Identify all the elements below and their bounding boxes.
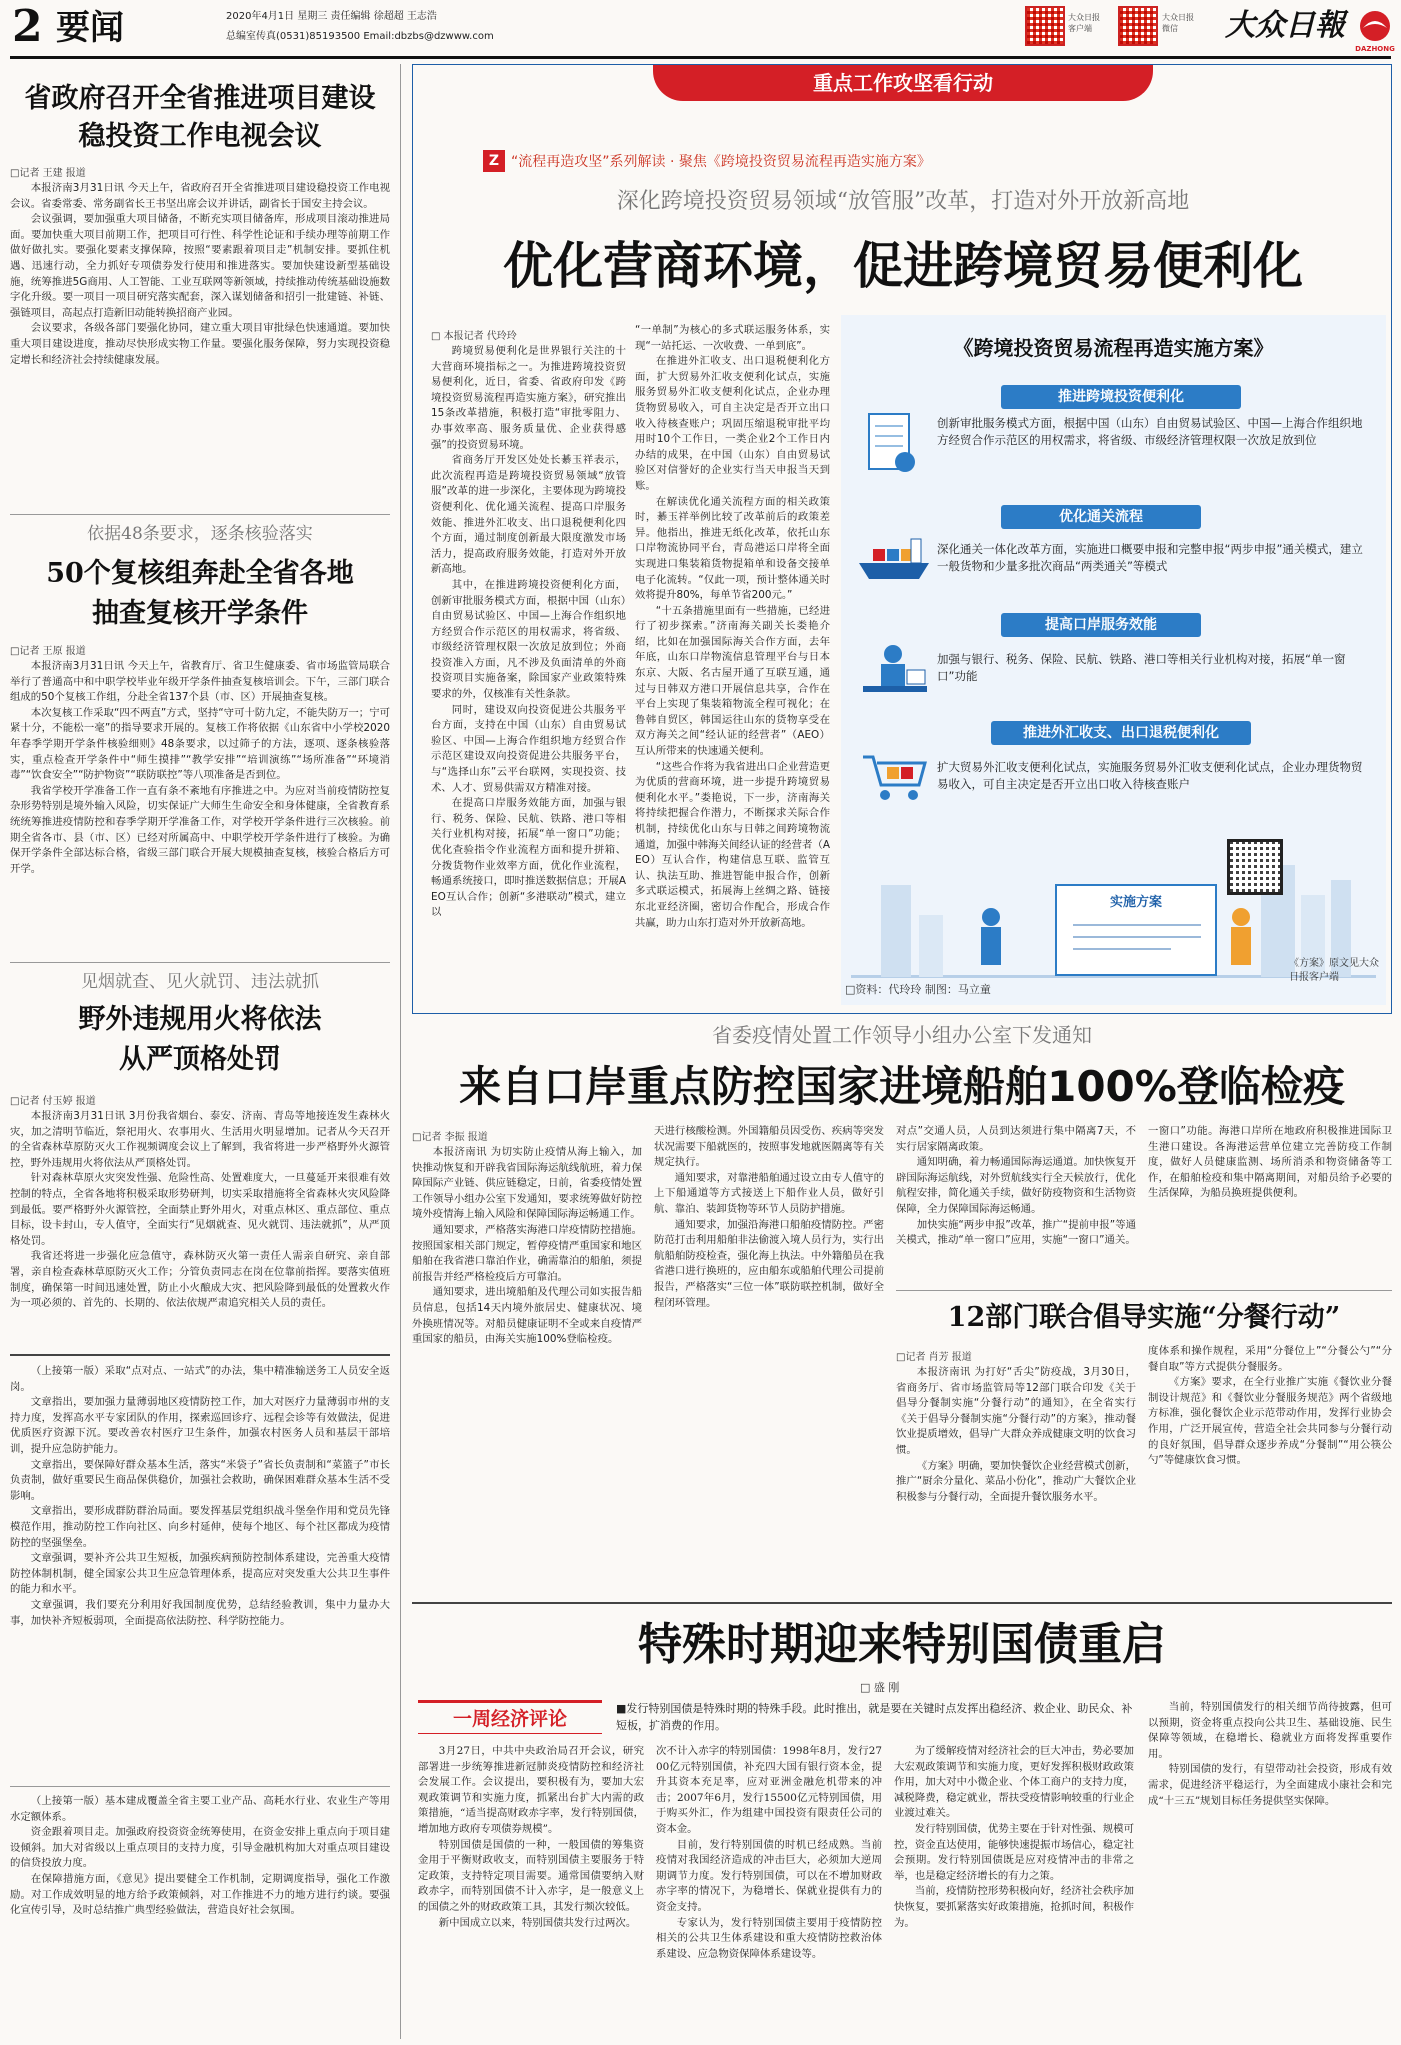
illustration-doc-label: 实施方案 [1109,895,1162,910]
a8-paragraph: 次不计入赤字的特别国债：1998年8月，发行2700亿元特别国债，补充四大国有银行资本金，提升其资本充足率，应对亚洲金融危机带来的冲击；2007年6月，发行15500亿元特别国债，用于购买外汇，作为组建中国投资有限责任公司的资本金。 [656,1745,882,1835]
a6-paragraph: 通知要求，进出境船舶及代理公司如实报告船员信息，包括14天内境外旅居史、健康状况、境外换班情况等。对船员健康证明不全或来自疫情严重国家的船员，由海关实施100%登临检疫。 [412,1286,642,1346]
a1-title-line1: 省政府召开全省推进项目建设 [24,83,376,114]
feature-paragraph: 在提高口岸服务效能方面，加强与银行、税务、保险、民航、铁路、港口等相关行业机构对接，拓展“单一窗口”功能；优化查验指令作业流程方面和提升拼箱、分拨货物作业效率方面，优化作业流程，畅通系统接口，即时推送数据信息；开展AEO互认合作；创新“多港联动”模式，建立以 [431,797,626,919]
a5-paragraph: 在保障措施方面，《意见》提出要健全工作机制，定期调度指导，强化工作激励。对工作成效明显的地方给予政策倾斜，对工作推进不力的地方进行约谈。要强化宣传引导，及时总结推广典型经验做法，营造良好社会氛围。 [10,1872,390,1917]
brand-en: DAZHONG [1355,45,1395,53]
a8-paragraph: 特别国债的发行，有望带动社会投资，形成有效需求，促进经济平稳运行，为全面建成小康社会和完成“十三五”规划目标任务提供坚实保障。 [1148,1763,1392,1807]
a8-col4 [1148,1700,1392,2034]
document-icon [861,410,921,480]
a2-title-line1: 50个复核组奔赴全省各地 [46,558,354,589]
a8-title: 特殊时期迎来特别国债重启 [638,1619,1166,1670]
a3-article [10,1088,390,1344]
a8-col2 [656,1744,882,2034]
a4-paragraph: 文章强调，我们要充分利用好我国制度优势，总结经验教训，集中力量办大事，加快补齐短板弱项，全面提高依法防控、科学防控能力。 [10,1598,390,1627]
a8-paragraph: 新中国成立以来，特别国债共发行过两次。 [438,1916,637,1929]
worker-desk-icon [857,640,933,702]
a6-paragraph: 通知要求，加强沿海港口船舶疫情防控。严密防范打击利用船舶非法偷渡入境人员行为，实行出航船舶防疫检查，强化海上执法。中外籍船员在我省港口进行换班的，应由船东或船舶代理公司提前报告，严格落实“三位一体”联防联控机制，做好全程闭环管理。 [654,1218,884,1309]
feature-text-col2 [635,323,830,995]
series-line: “流程再造攻坚”系列解读 · 聚焦《跨境投资贸易流程再造实施方案》 [511,154,931,170]
a8-paragraph: 为了缓解疫情对经济社会的巨大冲击，势必要加大宏观政策调节和实施力度，更好发挥积极财政政策作用，加大对中小微企业、个体工商户的支持力度，减税降费，稳定就业，帮扶受疫情影响较重的行业企业渡过难关。 [894,1745,1134,1820]
infobox-section-text: 加强与银行、税务、保险、民航、铁路、港口等相关行业机构对接，拓展“单一窗口”功能 [937,652,1346,683]
infobox-qr-code [1227,839,1283,895]
a8-paragraph: 3月27日，中共中央政治局召开会议，研究部署进一步统筹推进新冠肺炎疫情防控和经济社会发展工作。会议提出，要积极有为，要加大宏观政策调节和实施力度，抓紧出台扩大内需的政策措施，“适当提高财政赤字率，发行特别国债，增加地方政府专项债券规模”。 [418,1745,644,1835]
infobox [841,315,1386,1005]
infobox-section-head: 优化通关流程 [1001,505,1201,529]
a1-byline: □记者 王建 报道 [10,168,86,179]
divider [10,962,390,963]
shopping-cart-icon [857,747,933,809]
cargo-ship-icon [855,533,933,593]
a5-continuation [10,1794,390,2034]
a6-paragraph: 一窗口”功能。海港口岸所在地政府积极推进国际卫生港口建设。各海港运营单位建立完善防疫工作制度，做好人员健康监测、场所消杀和物资储备等工作，在船舶检疫和集中隔离期间，对船员给予必要的生活保障，为船员换班提供便利。 [1148,1125,1392,1200]
divider [10,1354,390,1356]
a3-title-line1: 野外违规用火将依法 [78,1004,322,1035]
a4-paragraph: （上接第一版）采取“点对点、一站式”的办法，集中精准输送务工人员安全返岗。 [10,1365,390,1393]
infobox-section-head: 推进外汇收支、出口退税便利化 [991,721,1251,745]
masthead [0,0,1401,56]
divider [896,1290,1392,1291]
infobox-section-text: 创新审批服务模式方面，根据中国（山东）自由贸易试验区、中国—上海合作组织地方经贸合作示范区的用权需求，将省级、市级经济管理权限一次放足放到位 [937,416,1363,447]
column-tag [418,1700,602,1734]
a3-paragraph: 我省还将进一步强化应急值守，森林防灭火第一责任人需亲自研究、亲自部署，亲自检查森林草原防灭火工作；分管负责同志在岗在位靠前指挥。要落实值班制度，确保第一时间迅速处置，防止小火酿成大灾、把风险降到最低的处置救火作为一项必须的、首先的、长期的、依法依规严肃追究相关人员的责任。 [10,1250,390,1310]
infobox-section-head: 提高口岸服务效能 [1001,613,1201,637]
a1-title-line2: 稳投资工作电视会议 [78,121,322,152]
a7-paragraph: 《方案》要求，在全行业推广实施《餐饮业分餐制设计规范》和《餐饮业分餐服务规范》两个省级地方标准，强化餐饮企业示范带动作用，发挥行业协会作用，广泛开展宣传，营造全社会共同参与分餐行动的良好氛围，倡导群众逐步养成“分餐制”“用公筷公勺”等健康饮食习惯。 [1148,1376,1392,1467]
a2-kicker: 依据48条要求，逐条核验落实 [87,524,313,544]
feature-paragraph: “十五条措施里面有一些措施，已经进行了初步探索。”济南海关副关长娄艳介绍，比如在加强国际海关合作方面，去年年底，山东口岸物流信息管理平台与日本东京、大阪、名古屋开通了互联互通，通过与日韩双方港口开展信息共享，合作在平台上实现了集装箱物流全程可视化；在鲁韩自贸区，韩国运往山东的货物享受在双方海关之间“经认证的经营者”（AEO）互认所带来的快速通关便利。 [635,604,830,758]
a3-title-line2: 从严顶格处罚 [119,1044,281,1075]
brand-logo: 大众日報 [1225,8,1345,43]
a7-paragraph: 度体系和操作规程，采用“分餐位上”“分餐公勺”“分餐自取”等方式提供分餐服务。 [1148,1345,1392,1373]
column-separator [400,64,401,2039]
a6-title: 来自口岸重点防控国家进境船舶100%登临检疫 [459,1062,1345,1111]
a3-kicker: 见烟就查、见火就罚、违法就抓 [81,972,319,992]
a6-col4 [1148,1124,1392,1284]
a2-title-line2: 抽查复核开学条件 [92,598,308,629]
a1-paragraph: 本报济南3月31日讯 今天上午，省政府召开全省推进项目建设稳投资工作电视会议。省委常委、常务副省长王书坚出席会议并讲话，副省长于国安主持会议。 [10,182,390,210]
infobox-section-head: 推进跨境投资便利化 [1001,385,1241,409]
divider [10,514,390,515]
feature-title: 优化营商环境，促进跨境贸易便利化 [503,236,1303,295]
a6-paragraph: 通知要求，对靠港船舶通过设立由专人值守的上下船通道等方式接送上下船作业人员，做好引航、靠泊、装卸货物等环节人员防护措施。 [654,1171,884,1215]
a6-col3 [896,1124,1136,1284]
a5-paragraph: 资金跟着项目走。加强政府投资资金统筹使用，在资金安排上重点向于项目建设倾斜。加大对省级以上重点项目的支持力度，引导金融机构加大对重点项目建设的信贷投放力度。 [10,1826,390,1870]
feature-paragraph: “一单制”为核心的多式联运服务体系，实现“一站托运、一次收费、一单到底”。 [635,324,830,352]
a5-paragraph: （上接第一版）基本建成覆盖全省主要工业产品、高耗水行业、农业生产等用水定额体系。 [10,1795,390,1823]
a2-paragraph: 本报济南3月31日讯 今天上午，省教育厅、省卫生健康委、省市场监管局联合举行了普通高中和中职学校毕业年级开学条件抽查复核培训会。下午，三部门联合组成的50个复核工作组，分赴全省137个县（市、区）开展抽查复核。 [10,660,390,704]
a1-paragraph: 会议强调，要加强重大项目储备，不断充实项目储备库，形成项目滚动推进局面。要加快重大项目前期工作，把项目可行性、科学性论证和手续办理等前期工作做好做扎实。要强化要素支撑保障，按照“要素跟着项目走”机制安排。要抓住机遇、迅速行动，全力抓好专项债券发行使用和推进落实。要加快建设新型基础设施，统筹推进5G商用、人工智能、工业互联网等新领域，持续推动传统基础设施数字化升级。要一项目一项目研究落实配套，深入谋划储备和招引一批建链、补链、强链项目，高起点打造新旧动能转换招商产业园。 [10,213,390,319]
a2-article [10,638,390,950]
series-marker-icon: Z [483,150,505,172]
qr2-caption: 大众日报 微信 [1162,13,1194,33]
a6-byline: □记者 李振 报道 [412,1132,488,1143]
a4-paragraph: 文章指出，要保障好群众基本生活，落实“米袋子”省长负责制和“菜篮子”市长负责制，做好重要民生商品保供稳价，加强社会救助，确保困难群众基本生活不受影响。 [10,1458,390,1502]
a3-paragraph: 针对森林草原火灾突发性强、危险性高、处置难度大，一旦蔓延开来很难有效控制的特点，全省各地将积极采取形势研判，切实采取措施将全省森林火灾风险降到最低。要严格野外火源管控，全面禁止野外用火，对重点林区、重点部位、重点目标，设卡封山，专人值守，全面实行“见烟就查、见火就罚、违法就抓”，从严顶格处罚。 [10,1172,390,1247]
brand-emblem-icon [1355,8,1395,48]
a8-paragraph: 当前，特别国债发行的相关细节尚待披露，但可以预期，资金将重点投向公共卫生、基础设施、民生保障等领域，在稳增长、稳就业方面将发挥重要作用。 [1148,1701,1392,1760]
contact-line: 总编室传真(0531)85193500 Email:dbzbs@dzwww.com [226,31,494,42]
a6-paragraph: 对点”交通人员，人员到达须进行集中隔离7天，不实行居家隔离政策。 [896,1125,1136,1153]
qr-code-app [1025,6,1065,46]
a4-continuation [10,1364,390,1774]
a8-byline: □ 盛 刚 [860,1681,900,1694]
infobox-section-text: 扩大贸易外汇收支便利化试点，实施服务贸易外汇收支便利化试点，企业办理货物贸易收入，可自主决定是否开立出口收入待核查账户 [937,760,1363,791]
a6-paragraph: 本报济南讯 为切实防止疫情从海上输入，加快推动恢复和开辟我省国际海运航线航班，着力保障国际产业链、供应链稳定，日前，省委疫情处置工作领导小组办公室下发通知，要求统筹做好防控境外疫情海上输入风险和保障国际海运畅通工作。 [412,1146,642,1221]
a1-article [10,160,390,490]
a4-paragraph: 文章强调，要补齐公共卫生短板，加强疾病预防控制体系建设，完善重大疫情防控体制机制，健全国家公共卫生应急管理体系，提高应对突发重大公共卫生事件的能力和水平。 [10,1552,390,1596]
a6-kicker: 省委疫情处置工作领导小组办公室下发通知 [712,1023,1092,1047]
feature-text-col1 [431,323,626,995]
a2-paragraph: 本次复核工作采取“四不两直”方式，坚持“守可十防九定，不能失防万一；宁可紧十分，不能松一毫”的指导要求开展的。复核工作将依据《山东省中小学校2020年春季学期开学条件核验细则》48条要求，以过筛子的方法，逐项、逐条核验落实，重点检查开学条件中“师生摸排”“教学安排”“培训演练”“场所准备”“环境消毒”“饮食安全”“防护物资”“联防联控”等八项准备是否到位。 [10,706,390,782]
feature-section [412,64,1392,1014]
a6-col1 [412,1124,642,1594]
a7-byline: □记者 肖芳 报道 [896,1352,972,1363]
divider [412,1602,1392,1604]
feature-paragraph: “这些合作将为我省进出口企业营造更为优质的营商环境，进一步提升跨境贸易便利化水平。”娄艳说，下一步，济南海关将持续把握合作潜力，不断探求关际合作机制，持续优化山东与日韩之间跨境物流通道，加强中韩海关间经认证的经营者（AEO）互认合作，构建信息互联、监管互认、执法互助、推进智能申报合作，创新多式联运模式，拓展海上丝绸之路、链接东北亚经济圈，密切合作配合，形成合作共赢，助力山东打造对外开放新高地。 [635,760,830,929]
a7-paragraph: 《方案》明确，要加快餐饮企业经营模式创新，推广“厨余分量化、菜品小份化”，推动广大餐饮企业积极参与分餐行动，全面提升餐饮服务水平。 [896,1459,1136,1503]
infobox-qr-caption: 《方案》原文见大众日报客户端 [1289,958,1379,983]
left-column [10,64,390,2039]
a6-paragraph: 通知要求，严格落实海港口岸疫情防控措施。按照国家相关部门规定，暂停疫情严重国家和地区船舶在我省港口靠泊作业，确需靠泊的船舶，须提前报告并经严格检疫后方可靠泊。 [412,1223,642,1283]
a8-paragraph: 当前，疫情防控形势积极向好，经济社会秩序加快恢复，要抓紧落实好政策措施，抢抓时间，积极作为。 [894,1885,1134,1929]
feature-paragraph: 跨境贸易便利化是世界银行关注的十大营商环境指标之一。为推进跨境投资贸易便利化，近日，省委、省政府印发《跨境投资贸易流程再造实施方案》，研究推出15条改革措施，积极打造“审批零阻力、办事效率高、服务质量优、企业获得感强”的投资贸易环境。 [431,345,626,451]
page-number: 2 [12,2,43,52]
a6-col2 [654,1124,884,1594]
a8-paragraph: 特别国债是国债的一种，一般国债的筹集资金用于平衡财政收支，而特别国债主要服务于特定政策，支持特定项目需要。通常国债要纳入财政赤字，而特别国债不计入赤字，是一般意义上的国债之外的财政政策工具，其发行频次较低。 [418,1838,644,1913]
feature-subtitle: 深化跨境投资贸易领域“放管服”改革，打造对外开放新高地 [616,189,1190,214]
feature-byline: □ 本报记者 代玲玲 [431,331,517,342]
column-tag-text: 一周经济评论 [452,1708,567,1730]
a6-paragraph: 通知明确，着力畅通国际海运通道。加快恢复开辟国际海运航线，对外贸航线实行全天候放行，优化航程安排，简化通关手续，做好防疫物资和生活物资保障，全力保障国际海运畅通。 [896,1156,1136,1215]
infobox-title: 《跨境投资贸易流程再造实施方案》 [953,336,1274,360]
a7-paragraph: 本报济南讯 为打好“舌尖”防疫战，3月30日，省商务厅、省市场监管局等12部门联合印发《关于倡导分餐制实施“分餐行动”的通知》，在全省实行《关于倡导分餐制实施“分餐行动”的方案》，推动餐饮业提质增效，倡导广大群众养成健康文明的饮食习惯。 [896,1366,1136,1456]
feature-paragraph: 同时，建设双向投资促进公共服务平台方面，支持在中国（山东）自由贸易试验区、中国—上海合作组织地方经贸合作示范区建设双向投资促进公共服务平台，与“选择山东”云平台联网，实现投资、技术、人才、贸易供需双方精准对接。 [431,703,626,794]
infobox-section-text: 深化通关一体化改革方面，实施进口概要申报和完整申报“两步申报”通关模式，建立一般货物和少量多批次商品“两类通关”等模式 [937,542,1363,573]
masthead-rule [10,56,1391,59]
a6-paragraph: 加快实施“两步申报”改革，推广“提前申报”等通关模式，推动“单一窗口”应用，实施“一窗口”通关。 [896,1218,1136,1247]
a2-paragraph: 我省学校开学准备工作一直有条不紊地有序推进之中。为应对当前疫情防控复杂形势特别是境外输入风险，切实保证广大师生生命安全和身体健康，全省教育系统统筹推进疫情防控和春季学期开学准备工作，对学校开学条件进行三次核验。前期全省各市、县（市、区）已经对所属高中、中职学校开学条件进行了核验。为确保开学条件全部达标合格，省级三部门联合开展大规模抽查复核，核验合格后方可开学。 [10,784,390,875]
a7-title: 12部门联合倡导实施“分餐行动” [947,1302,1341,1333]
feature-paragraph: 其中，在推进跨境投资便利化方面，创新审批服务模式方面，根据中国（山东）自由贸易试验区、中国—上海合作组织地方经贸合作示范区的用权需求，将省级、市级经济管理权限一次放足放到位；外商投资准入方面，凡不涉及负面清单的外商投资项目实施备案，除国家产业政策特殊要求的外，仅核准有关性条款。 [431,578,626,701]
a1-paragraph: 会议要求，各级各部门要强化协同，建立重大项目审批绿色快速通道。要加快重大项目建设进度，推动尽快形成实物工作量。要强化服务保障，努力实现投资稳定增长和经济社会持续健康发展。 [10,322,390,366]
a7-col2 [1148,1344,1392,1594]
a8-paragraph: 发行特别国债，优势主要在于针对性强、规模可控，资金直达使用，能够快速提振市场信心，稳定社会预期。发行特别国债既是应对疫情冲击的非常之举，也是稳定经济增长的有力之策。 [894,1822,1134,1882]
a8-col3 [894,1744,1134,2034]
a6-paragraph: 天进行核酸检测。外国籍船员因受伤、疾病等突发状况需要下船就医的，按照事发地就医隔离等有关规定执行。 [654,1125,884,1169]
qr-code-wechat [1118,6,1158,46]
a3-paragraph: 本报济南3月31日讯 3月份我省烟台、泰安、济南、青岛等地接连发生森林火灾，加之清明节临近，祭祀用火、农事用火、生活用火明显增加。记者从今天召开的全省森林草原防灭火工作视频调度会议上了解到，我省将进一步严格野外火源管控，野外违规用火将依法从严顶格处罚。 [10,1110,390,1169]
date-line: 2020年4月1日 星期三 责任编辑 徐超超 王志浩 [226,11,437,22]
a8-paragraph: 目前，发行特别国债的时机已经成熟。当前疫情对我国经济造成的冲击巨大，必须加大逆周期调节力度。发行特别国债，可以在不增加财政赤字率的情况下，为稳增长、保就业提供有力的资金支持。 [656,1838,882,1913]
feature-paragraph: 在解读优化通关流程方面的相关政策时，綦玉祥举例比较了改革前后的政策差异。他指出，推进无纸化改革，依托山东口岸物流协同平台，青岛港运口岸将全面实现进口集装箱货物提箱单和设备交接单电子化流转。“仅此一项，预计整体通关时效将提升80%，每单节省200元。” [635,495,830,602]
a8-col1 [418,1744,644,2034]
divider [10,1786,390,1787]
a2-byline: □记者 王原 报道 [10,646,86,657]
a8-paragraph: 专家认为，发行特别国债主要用于疫情防控相关的公共卫生体系建设和重大疫情防控救治体系建设、应急物资保障体系建设等。 [656,1916,882,1960]
feature-paragraph: 在推进外汇收支、出口退税便利化方面，扩大贸易外汇收支便利化试点，实施服务贸易外汇收支便利化试点，企业办理货物贸易收入，可自主决定是否开立出口收入待核查账户；巩固压缩退税审批平均用时10个工作日，一类企业2个工作日内办结的成果，在中国（山东）自由贸易试验区对信誉好的企业实行当天申报当天到账。 [635,355,830,492]
section-title: 要闻 [56,8,124,48]
a8-lead: ■发行特别国债是特殊时期的特殊手段。此时推出，就是要在关键时点发挥出稳经济、救企业、助民众、补短板，扩消费的作用。 [616,1702,1133,1732]
feature-banner [653,65,1153,101]
qr1-caption: 大众日报 客户端 [1068,13,1100,33]
a3-byline: □记者 付玉婷 报道 [10,1096,96,1107]
illustration [841,825,1386,1005]
a4-paragraph: 文章指出，要形成群防群治局面。要发挥基层党组织战斗堡垒作用和党员先锋模范作用，推动防控工作向社区、向乡村延伸，使每个地区、每个社区都成为疫情防控的坚强堡垒。 [10,1505,390,1549]
a4-paragraph: 文章指出，要加强力量薄弱地区疫情防控工作，加大对医疗力量薄弱市州的支持力度，发挥高水平专家团队的作用，探索巡回诊疗、远程会诊等有效做法，促进优质医疗资源下沉。要改善农村医疗卫生条件，加强农村医务人员和基层干部培训，提升应急防护能力。 [10,1396,390,1455]
feature-banner-text: 重点工作攻坚看行动 [813,71,993,95]
a7-col1 [896,1344,1136,1594]
infobox-credit: □资料：代玲玲 制图：马立童 [845,983,991,996]
feature-paragraph: 省商务厅开发区处处长綦玉祥表示，此次流程再造是跨境投资贸易领域“放管服”改革的进一步深化，主要体现为跨境投资便利化、优化通关流程、提高口岸服务效能、推进外汇收支、出口退税便利化四个方面，通过制度创新最大限度激发市场活力，提高政府服务效能，打造对外开放新高地。 [431,454,626,576]
